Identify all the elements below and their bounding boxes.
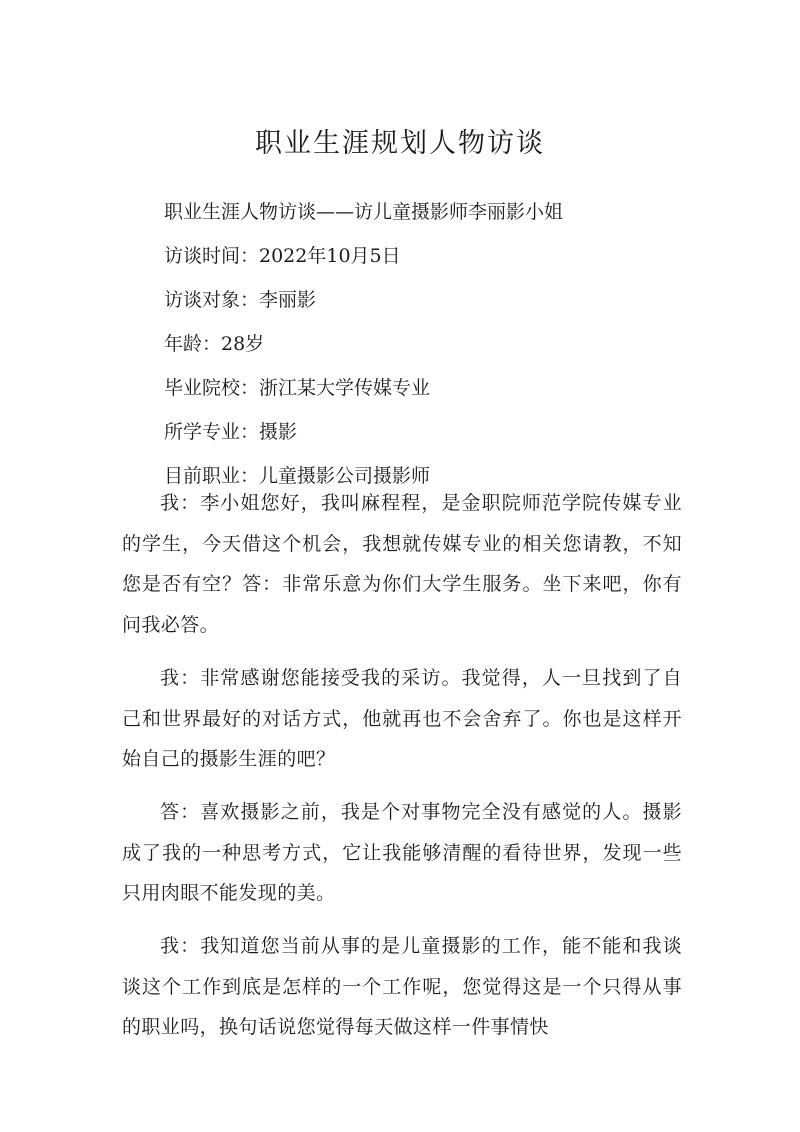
info-line-interview-date: 访谈时间：2022年10月5日 — [164, 245, 401, 267]
body-paragraph: 我：非常感谢您能接受我的采访。我觉得，人一旦找到了自己和世界最好的对话方式，他就再也不会舍弃了。你也是这样开始自己的摄影生涯的吧？ — [122, 666, 682, 771]
body-paragraph: 答：喜欢摄影之前，我是个对事物完全没有感觉的人。摄影成了我的一种思考方式，它让我能够清醒的看待世界，发现一些只用肉眼不能发现的美。 — [122, 800, 682, 905]
info-line-school: 毕业院校：浙江某大学传媒专业 — [164, 377, 431, 399]
interview-body — [122, 483, 682, 1060]
info-line-major: 所学专业：摄影 — [164, 421, 298, 443]
interview-info-list — [164, 190, 724, 498]
info-line-occupation: 目前职业：儿童摄影公司摄影师 — [164, 465, 431, 487]
body-paragraph: 我：李小姐您好，我叫麻程程，是金职院师范学院传媒专业的学生，今天借这个机会，我想就传媒专业的相关您请教，不知您是否有空？答：非常乐意为你们大学生服务。坐下来吧，你有问我必答。 — [122, 492, 682, 637]
info-line-age: 年龄：28岁 — [164, 333, 265, 355]
info-line-interviewee: 访谈对象：李丽影 — [164, 289, 317, 311]
document-title: 职业生涯规划人物访谈 — [255, 128, 545, 159]
info-line-subtitle: 职业生涯人物访谈——访儿童摄影师李丽影小姐 — [164, 201, 564, 223]
body-paragraph: 我：我知道您当前从事的是儿童摄影的工作，能不能和我谈谈这个工作到底是怎样的一个工作呢，您觉得这是一个只得从事的职业吗，换句话说您觉得每天做这样一件事情快 — [122, 935, 682, 1039]
